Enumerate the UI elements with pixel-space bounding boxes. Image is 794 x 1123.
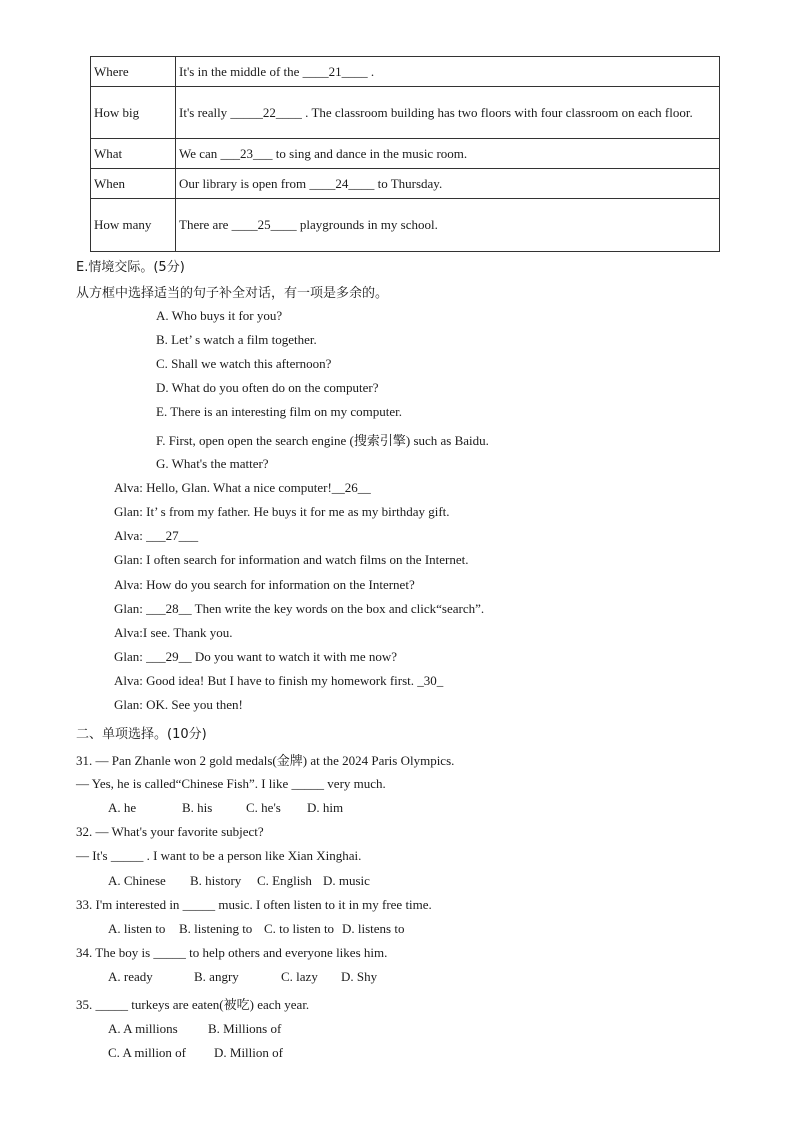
question-stem-2: — It's _____ . I want to be a person like Xian Xinghai. [76, 848, 362, 863]
dialogue-line: Alva: Hello, Glan. What a nice computer!__26__ [114, 480, 371, 495]
choice[interactable]: D. Shy [341, 969, 378, 984]
table-row [91, 139, 720, 169]
option-e: E. There is an interesting film on my computer. [156, 404, 402, 419]
dialogue-line: Alva: ___27___ [114, 528, 199, 543]
question-options [108, 1045, 283, 1061]
question-stem: 32. — What's your favorite subject? [76, 824, 264, 839]
option-c: C. Shall we watch this afternoon? [156, 356, 332, 371]
dialogue-line: Alva: Good idea! But I have to finish my homework first. _30_ [114, 673, 444, 688]
choice[interactable]: D. music [323, 873, 370, 888]
choice[interactable]: C. A million of [108, 1045, 187, 1060]
question-stem-2: — Yes, he is called“Chinese Fish”. I like _____ very much. [76, 776, 386, 791]
choice[interactable]: A. Chinese [108, 873, 166, 888]
question-stem: 31. — Pan Zhanle won 2 gold medals(金牌) at the 2024 Paris Olympics. [76, 753, 455, 768]
question-stem: 34. The boy is _____ to help others and everyone likes him. [76, 945, 388, 960]
section-e-instruction: 从方框中选择适当的句子补全对话，有一项是多余的。 [76, 286, 389, 301]
dialogue-line: Glan: ___28__ Then write the key words on the box and click“search”. [114, 601, 485, 616]
table-key: Where [91, 57, 176, 87]
option-b: B. Let’ s watch a film together. [156, 332, 317, 347]
question-stem: 35. _____ turkeys are eaten(被吃) each year. [76, 997, 310, 1012]
question-options [108, 921, 404, 937]
table-value: It's really _____22____ . The classroom building has two floors with four classroom on each floor. [176, 87, 720, 139]
question-options [108, 873, 370, 889]
choice[interactable]: B. history [190, 873, 242, 888]
dialogue-line: Alva: How do you search for information on the Internet? [114, 577, 415, 592]
question-options [108, 800, 343, 816]
table-value: There are ____25____ playgrounds in my school. [176, 199, 720, 252]
choice[interactable]: A. he [108, 800, 137, 815]
choice[interactable]: C. he's [246, 800, 281, 815]
info-table [90, 56, 720, 252]
table-row [91, 169, 720, 199]
section-2-title: 二、单项选择。(10分) [76, 727, 207, 742]
choice[interactable]: A. A millions [108, 1021, 178, 1036]
choice[interactable]: B. his [182, 800, 213, 815]
choice[interactable]: A. ready [108, 969, 153, 984]
choice[interactable]: C. to listen to [264, 921, 335, 936]
table-value: We can ___23___ to sing and dance in the music room. [176, 139, 720, 169]
table-key: What [91, 139, 176, 169]
dialogue-line: Glan: ___29__ Do you want to watch it with me now? [114, 649, 398, 664]
dialogue-line: Alva:I see. Thank you. [114, 625, 233, 640]
option-f: F. First, open open the search engine (搜索引擎) such as Baidu. [156, 433, 489, 448]
dialogue-line: Glan: I often search for information and watch films on the Internet. [114, 552, 469, 567]
choice[interactable]: B. angry [194, 969, 239, 984]
dialogue-line: Glan: It’ s from my father. He buys it for me as my birthday gift. [114, 504, 450, 519]
table-key: When [91, 169, 176, 199]
table-row [91, 87, 720, 139]
table-row [91, 57, 720, 87]
choice[interactable]: B. listening to [179, 921, 253, 936]
choice[interactable]: B. Millions of [208, 1021, 282, 1036]
table-value: It's in the middle of the ____21____ . [176, 57, 720, 87]
table-row [91, 199, 720, 252]
choice[interactable]: D. him [307, 800, 344, 815]
option-a: A. Who buys it for you? [156, 308, 283, 323]
question-options [108, 1021, 281, 1037]
option-g: G. What's the matter? [156, 456, 269, 471]
choice[interactable]: C. lazy [281, 969, 318, 984]
choice[interactable]: C. English [257, 873, 312, 888]
question-stem: 33. I'm interested in _____ music. I often listen to it in my free time. [76, 897, 432, 912]
question-options [108, 969, 377, 985]
option-d: D. What do you often do on the computer? [156, 380, 379, 395]
choice[interactable]: D. listens to [342, 921, 405, 936]
table-value: Our library is open from ____24____ to Thursday. [176, 169, 720, 199]
dialogue-line: Glan: OK. See you then! [114, 697, 243, 712]
table-key: How many [91, 199, 176, 252]
section-e-title: E.情境交际。(5分) [76, 260, 185, 275]
table-key: How big [91, 87, 176, 139]
choice[interactable]: A. listen to [108, 921, 166, 936]
choice[interactable]: D. Million of [214, 1045, 283, 1060]
